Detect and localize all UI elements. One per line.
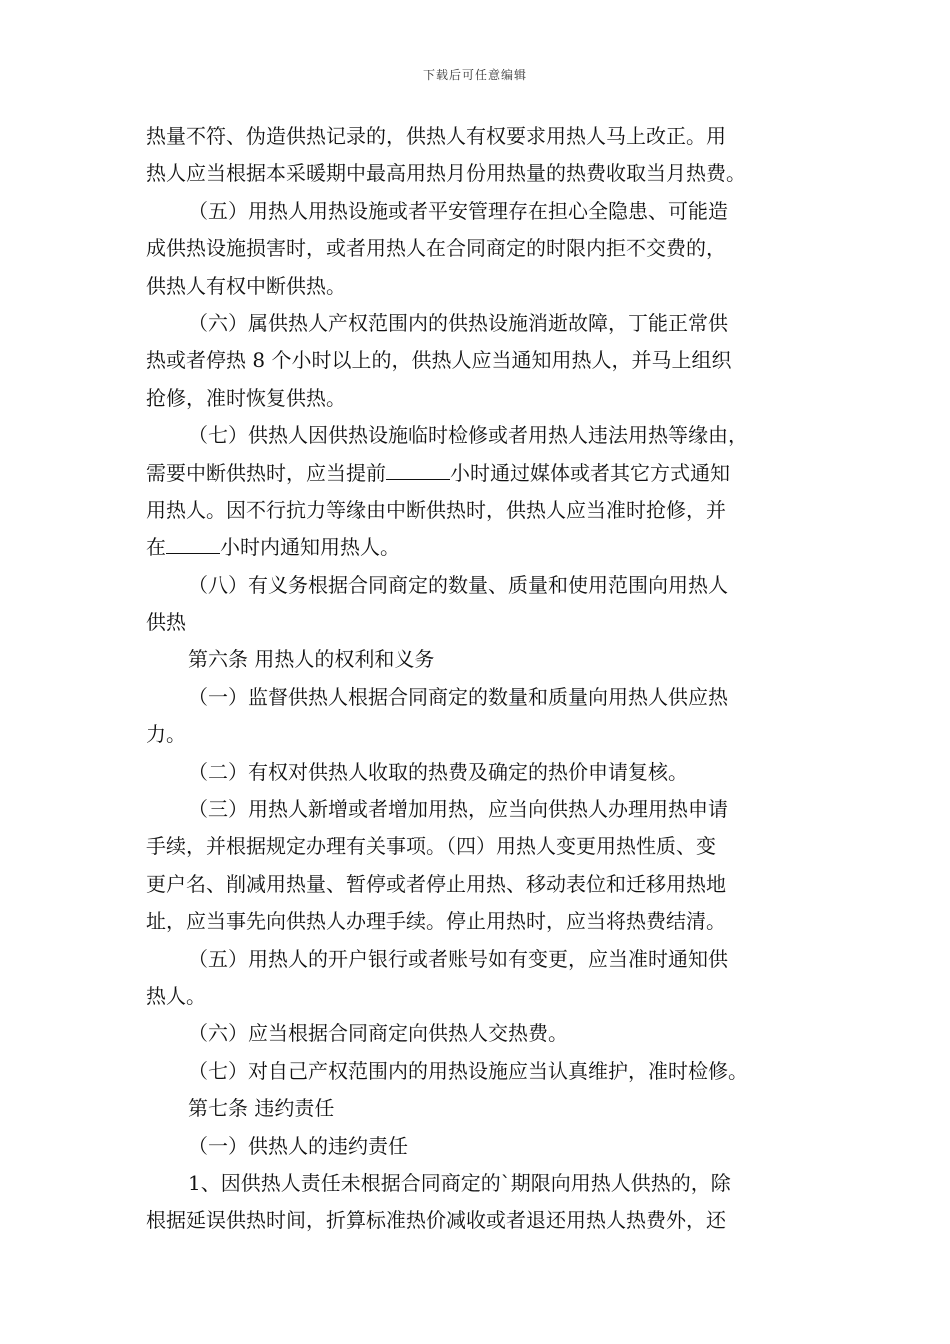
text-line-with-blank: [146, 455, 806, 492]
text-line: 热量不符、伪造供热记录的，供热人有权要求用热人马上改正。用: [146, 124, 726, 148]
text-line: 力。: [146, 722, 186, 747]
text-line: （一）供热人的违约责任: [188, 1133, 408, 1158]
text-line: （八）有义务根据合同商定的数量、质量和使用范围向用热人: [188, 572, 728, 597]
text-line: 热人。: [146, 983, 206, 1008]
fill-in-blank: [386, 457, 450, 480]
text-line-with-blank: [146, 529, 806, 566]
fill-in-blank: [166, 531, 220, 554]
text-line: 热或者停热 8 个小时以上的，供热人应当通知用热人，并马上组织: [146, 348, 732, 373]
text-fragment: 小时内通知用热人。: [220, 535, 400, 560]
document-body: [146, 118, 806, 1240]
text-line: 热人应当根据本采暖期中最高用热月份用热量的热费收取当月热费。: [146, 161, 746, 186]
text-line: （五）用热人用热设施或者平安管理存在担心全隐患、可能造: [188, 198, 728, 223]
text-line: （二）有权对供热人收取的热费及确定的热价申请复核。: [188, 759, 688, 784]
text-line: 供热: [146, 610, 186, 635]
text-line: 用热人。因不行抗力等缘由中断供热时，供热人应当准时抢修，并: [146, 497, 726, 522]
text-line: 1、因供热人责任未根据合同商定的`期限向用热人供热的，除: [188, 1170, 731, 1195]
text-line: （六）应当根据合同商定向供热人交热费。: [188, 1021, 568, 1046]
text-line: （三）用热人新增或者增加用热，应当向供热人办理用热申请: [188, 797, 728, 822]
text-fragment: 小时通过媒体或者其它方式通知: [450, 460, 730, 485]
article-heading: 第七条 违约责任: [188, 1096, 335, 1121]
text-line: 成供热设施损害时，或者用热人在合同商定的时限内拒不交费的，: [146, 236, 726, 261]
text-line: 址，应当事先向供热人办理手续。停止用热时，应当将热费结清。: [146, 909, 726, 934]
text-line: 手续，并根据规定办理有关事项。（四）用热人变更用热性质、变: [146, 834, 716, 859]
text-line: 抢修，准时恢复供热。: [146, 385, 346, 410]
text-line: （一）监督供热人根据合同商定的数量和质量向用热人供应热: [188, 684, 728, 709]
page-header: 下载后可任意编辑: [422, 68, 527, 82]
text-line: （七）对自己产权范围内的用热设施应当认真维护，准时检修。: [188, 1058, 748, 1083]
article-heading: 第六条 用热人的权利和义务: [188, 647, 435, 672]
text-line: 根据延误供热时间，折算标准热价减收或者退还用热人热费外，还: [146, 1208, 726, 1233]
text-line: （七）供热人因供热设施临时检修或者用热人违法用热等缘由，: [188, 423, 748, 448]
text-fragment: 需要中断供热时，应当提前: [146, 460, 386, 485]
text-line: （六）属供热人产权范围内的供热设施消逝故障，丁能正常供: [188, 310, 728, 335]
text-fragment: 在: [146, 535, 166, 560]
text-line: 供热人有权中断供热。: [146, 273, 346, 298]
text-line: 更户名、削减用热量、暂停或者停止用热、移动表位和迁移用热地: [146, 871, 726, 896]
text-line: （五）用热人的开户银行或者账号如有变更，应当准时通知供: [188, 946, 728, 971]
